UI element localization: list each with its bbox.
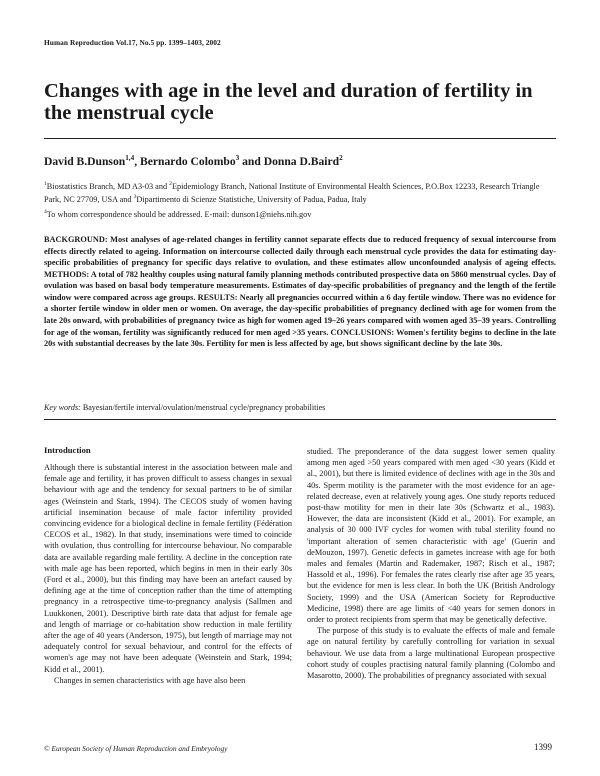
keywords-label: Key words: (44, 403, 81, 412)
author-list (44, 154, 556, 168)
affiliation-text: Dipartimento di Scienze Statistiche, University of Padua, Padua, Italy (136, 194, 367, 204)
abstract-divider (44, 419, 556, 420)
article-title: Changes with age in the level and duration of fertility in the menstrual cycle (44, 80, 533, 124)
page-number: 1399 (534, 742, 552, 752)
affiliation-superscript: 3 (133, 194, 137, 201)
body-paragraph: Although there is substantial interest in the association between male and female age and fertility, it has proven difficult to assess changes in sexual behaviour with age and the tendency for sexual partners to be of similar ages (Weinstein and Stark, 1994). The CECOS study of women having artificial insemination because of male factor infertility provided convincing evidence for a biological decline in female fertility (Fédération CECOS et al., 1982). In that study, inseminations were timed to coincide with ovulation, thus controlling for intercourse behaviour. No comparable data are available regarding male fertility. A decline in the conception rate with male age has been reported, which begins in men in their early 30s (Ford et al., 2000), but this finding may have been an artefact caused by defining age at the time of conception rather than the time of attempting pregnancy in a retrospective time-to-pregnancy analysis (Sallmen and Luukkonen, 2001). Descriptive birth rate data that adjust for female age and length of marriage or co-habitation show reduction in male fertility after the age of 40 years (Anderson, 1975), but length of marriage may not adequately control for sexual behaviour, and control for the effects of women's age may not have been adequate (Weinstein and Stark, 1994; Kidd et al., 2001). (44, 463, 292, 674)
author-superscript: 2 (339, 154, 343, 162)
author-name: Donna D.Baird (263, 154, 340, 168)
correspondence-superscript: 4 (44, 209, 47, 215)
author-separator: and (239, 154, 264, 168)
author-superscript: 3 (235, 154, 240, 162)
body-paragraph: The purpose of this study is to evaluate the effects of male and female age on natural fertility by carefully controlling for variation in sexual behaviour. We use data from a large multinational European prospective cohort study of couples practising natural family planning (Colombo and Masarotto, 2000). The probabilities of pregnancy associated with sexual (307, 626, 555, 681)
section-heading-introduction: Introduction (44, 445, 91, 455)
abstract: BACKGROUND: Most analyses of age-related changes in fertility cannot separate effects due to reduced frequency of sexual intercourse from effects directly related to ageing. Information on intercourse collected daily through each menstrual cycle provides the data for estimating day-specific probabilities of pregnancy for specific days relative to ovulation, and these estimates allow unconfounded analysis of ageing effects. METHODS: A total of 782 healthy couples using natural family planning methods contributed prospective data on 5860 menstrual cycles. Day of ovulation was based on basal body temperature measurements. Estimates of day-specific probabilities of pregnancy and the length of the fertile window were compared across age groups. RESULTS: Nearly all pregnancies occurred within a 6 day fertile window. There was no evidence for a shorter fertile window in older men or women. On average, the day-specific probabilities of pregnancy declined with age for women from the late 20s onward, with probabilities of pregnancy twice as high for women aged 19–26 years compared with women aged 35–39 years. Controlling for age of the woman, fertility was significantly reduced for men aged >35 years. CONCLUSIONS: Women's fertility begins to decline in the late 20s with substantial decreases by the late 30s. Fertility for men is less affected by age, but shows significant decline by the late 30s. (44, 235, 556, 349)
journal-reference: Human Reproduction Vol.17, No.5 pp. 1399–1403, 2002 (44, 38, 221, 47)
correspondence-note (44, 207, 556, 220)
body-paragraph: Changes in semen characteristics with age have also been (54, 675, 246, 685)
affiliation-superscript: 1 (44, 181, 47, 187)
author-name: David B.Dunson (44, 154, 126, 168)
keywords-text: Bayesian/fertile interval/ovulation/menstrual cycle/pregnancy probabilities (80, 403, 326, 412)
affiliation-text: Biostatistics Branch, MD A3-03 and (46, 181, 170, 191)
keywords (44, 403, 556, 412)
body-paragraph: studied. The preponderance of the data suggest lower semen quality among men aged >50 years compared with men aged <30 years (Kidd et al., 2001), but there is limited evidence of declines with age in the 30s and 40s. Sperm motility is the parameter with the most evidence for an age-related decrease, even at relatively young ages. One study reports reduced post-thaw motility for men in their late 30s (Schwartz et al., 1983). However, the data are inconsistent (Kidd et al., 2001). For example, an analysis of 30 000 IVF cycles for women with tubal sterility found no 'important alteration of semen characteristic with age' (Guerin and deMouzon, 1997). Genetic defects in gametes increase with age for both males and females (Martin and Rademaker, 1987; Risch et al., 1987; Hassold et al., 1996). For females the rates clearly rise after age 35 years, but the evidence for men is less clear. In both the UK (British Andrology Society, 1999) and the USA (American Society for Reproductive Medicine, 1998) there are age limits of <40 years for semen donors in order to protect recipients from sperm that may be genetically defective. (307, 447, 555, 625)
copyright-notice: © European Society of Human Reproduction and Embryology (44, 744, 228, 753)
left-column (44, 445, 292, 686)
author-superscript: 1,4 (125, 154, 135, 162)
right-column (307, 446, 555, 681)
title-divider (44, 138, 556, 139)
affiliation-text: Epidemiology Branch, National Institute of Environmental Health Sciences, P.O.Box 12233, Research Triangle Park, NC 27709, USA and (44, 181, 540, 204)
author-name: Bernardo Colombo (139, 154, 236, 168)
correspondence-text: To whom correspondence should be addressed. E-mail: dunson1@niehs.nih.gov (46, 209, 312, 219)
author-separator: , (134, 154, 140, 168)
affiliations (44, 179, 556, 205)
affiliation-superscript: 2 (169, 181, 172, 187)
